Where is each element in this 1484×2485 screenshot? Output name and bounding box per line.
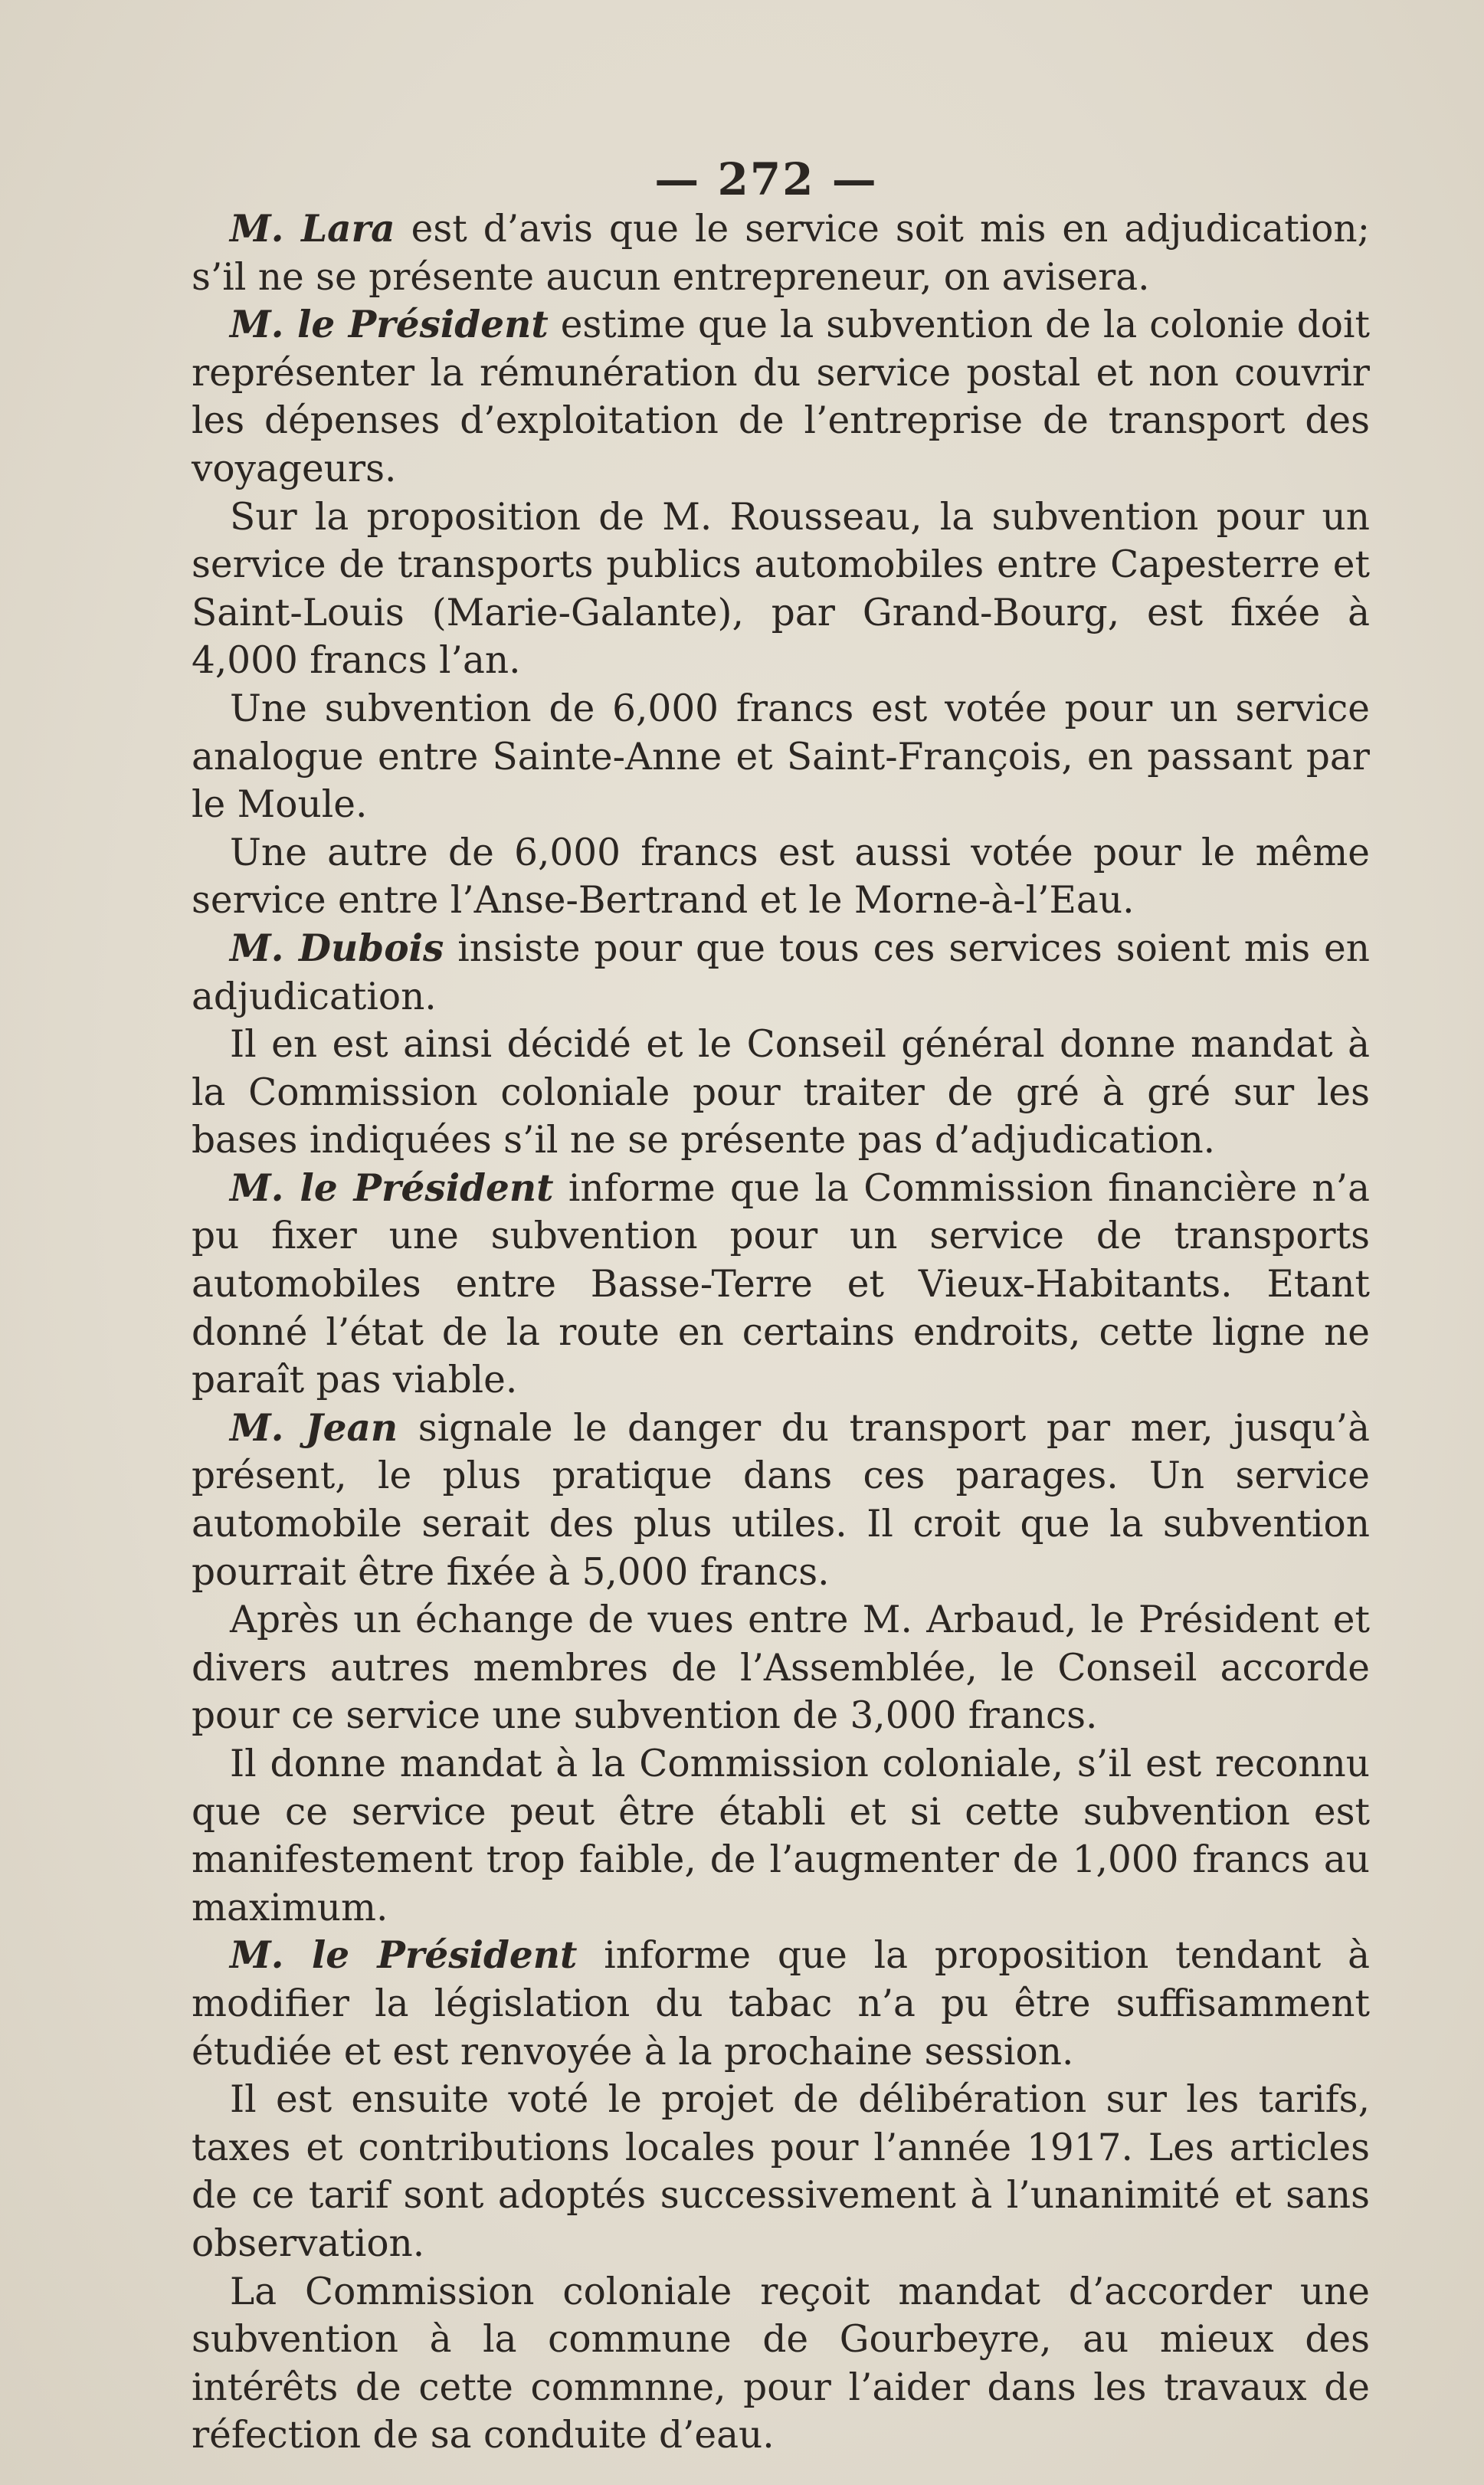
speaker-name: M. le Président: [230, 1165, 554, 1210]
page-number: — 272 —: [654, 153, 878, 205]
speaker-name: M. Dubois: [230, 926, 444, 970]
paragraph: [192, 1021, 1370, 1165]
paragraph-text: Il donne mandat à la Commission coloniale, s’il est reconnu que ce service peut être établi et si cette subvention est manifestement trop faible, de l’augmenter de 1,000 francs au maximum.: [192, 1742, 1370, 1929]
paragraph: [192, 829, 1370, 925]
paragraph-text: Sur la proposition de M. Rousseau, la subvention pour un service de transports publics automobiles entre Capesterre et Saint-Louis (Marie-Galante), par Grand-Bourg, est fixée à 4,000 francs l’an.: [192, 495, 1370, 683]
paragraph-text: Il est ensuite voté le projet de délibération sur les tarifs, taxes et contributions locales pour l’année 1917. Les articles de ce tarif sont adoptés successivement à l’unanimité et sans observation.: [192, 2078, 1370, 2265]
paragraph-text: Une autre de 6,000 francs est aussi votée pour le même service entre l’Anse-Bertrand et le Morne-à-l’Eau.: [192, 831, 1370, 923]
paragraph-text: Il en est ainsi décidé et le Conseil général donne mandat à la Commission coloniale pour traiter de gré à gré sur les bases indiquées s’il ne se présente pas d’adjudication.: [192, 1023, 1370, 1162]
paragraph: [192, 1932, 1370, 2076]
paragraph: [192, 925, 1370, 1021]
paragraph-text: informe que la Commission financière n’a pu fixer une subvention pour un service de transports automobiles entre Basse-Terre et Vieux-Habitants. Etant donné l’état de la route en certains endroits, cette ligne ne paraît pas viable.: [192, 1166, 1371, 1402]
paragraph-text: informe que la proposition tendant à modifier la législation du tabac n’a pu être suffisamment étudiée et est renvoyée à la prochaine session.: [192, 1934, 1371, 2074]
paragraph-text: signale le danger du transport par mer, jusqu’à présent, le plus pratique dans ces parages. Un service automobile serait des plus utiles. Il croit que la subvention pourrait être fixée à 5,000 francs.: [192, 1406, 1370, 1594]
paragraph-text: La Commission coloniale reçoit mandat d’accorder une subvention à la commune de Gourbeyre, au mieux des intérêts de cette commnne, pour l’aider dans les travaux de réfection de sa conduite d’eau.: [192, 2270, 1370, 2457]
paragraph: [192, 2268, 1370, 2460]
speaker-name: M. Lara: [230, 207, 395, 251]
paragraph-text: insiste pour que tous ces services soient mis en adjudication.: [192, 926, 1370, 1018]
paragraph: [192, 1596, 1370, 1740]
paragraph-text: Une subvention de 6,000 francs est votée pour un service analogue entre Sainte-Anne et Saint-François, en passant par le Moule.: [192, 687, 1370, 827]
speaker-name: M. le Président: [230, 303, 549, 347]
paragraph: [192, 1740, 1370, 1932]
paragraph: [192, 685, 1370, 829]
paragraph: [192, 1165, 1370, 1405]
paragraph: [192, 205, 1370, 301]
paragraph: [192, 2076, 1370, 2267]
paragraph: [192, 493, 1370, 685]
paragraph-text: Après un échange de vues entre M. Arbaud, le Président et divers autres membres de l’Assemblée, le Conseil accorde pour ce service une subvention de 3,000 francs.: [192, 1598, 1370, 1738]
speaker-name: M. Jean: [230, 1405, 398, 1450]
body-text: [192, 205, 1370, 2460]
speaker-name: M. le Président: [230, 1933, 578, 1978]
paragraph-text: estime que la subvention de la colonie doit représenter la rémunération du service postal et non couvrir les dépenses d’exploitation de l’entreprise de transport des voyageurs.: [192, 303, 1370, 490]
paragraph-text: est d’avis que le service soit mis en adjudication; s’il ne se présente aucun entrepreneur, on avisera.: [192, 208, 1370, 299]
paragraph: [192, 301, 1370, 493]
paragraph: [192, 1405, 1370, 1596]
